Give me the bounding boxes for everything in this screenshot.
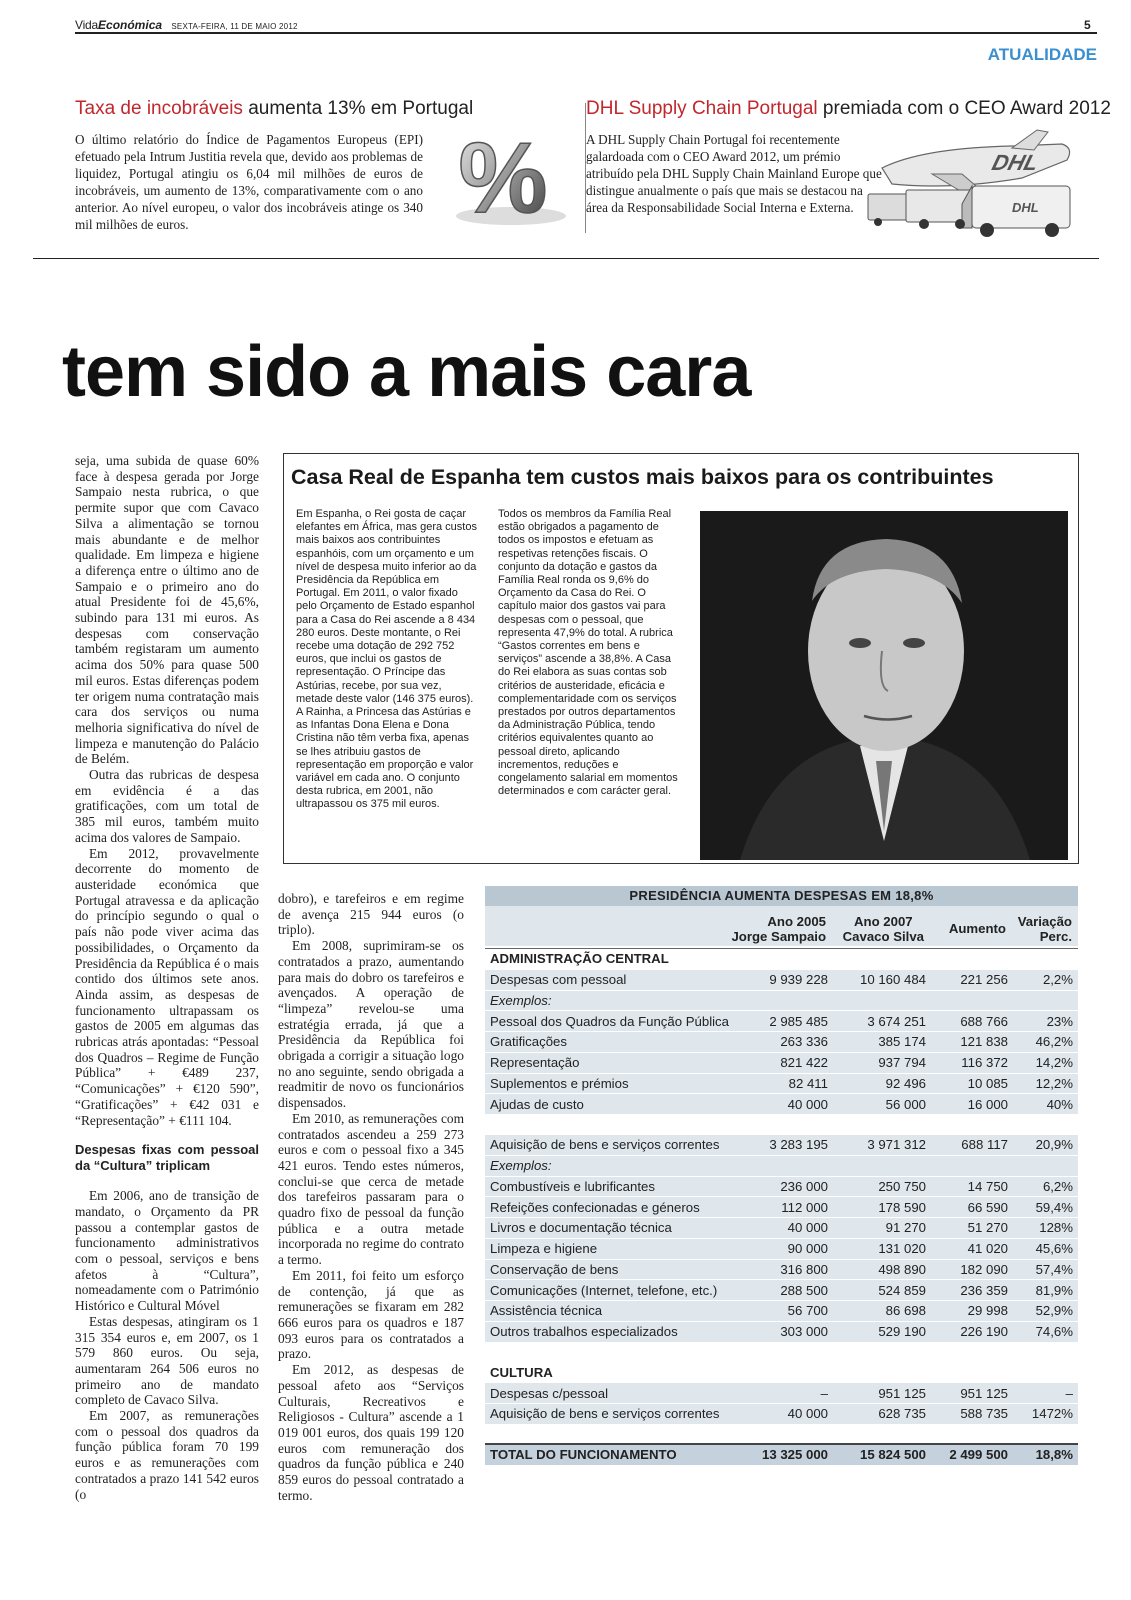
table-cell-label: TOTAL DO FUNCIONAMENTO xyxy=(485,1444,739,1465)
header-rule xyxy=(75,32,1097,34)
table-cell-label: Assistência técnica xyxy=(485,1301,739,1322)
table-cell-value: 688 766 xyxy=(931,1011,1013,1032)
article-paragraph: Estas despesas, atingiram os 1 315 354 euros e, em 2007, os 1 579 860 euros. Ou seja, aumentaram 264 506 euros no primeiro ano de mandato completo de Cavaco Silva. xyxy=(75,1313,259,1408)
article-paragraph: Outra das rubricas de despesa em evidência é a das gratificações, com um total de 385 mil euros, também muito acima dos valores de Sampaio. xyxy=(75,767,259,845)
main-headline: tem sido a mais cara xyxy=(62,332,751,412)
table-cell-value: – xyxy=(1013,1383,1078,1404)
table-row xyxy=(485,1052,1078,1073)
table-cell-value: 12,2% xyxy=(1013,1073,1078,1094)
table-cell-value xyxy=(833,1115,931,1135)
article-column-2 xyxy=(278,891,464,1503)
table-cell-value xyxy=(931,949,1013,970)
table-row xyxy=(485,1404,1078,1425)
table-cell-value: 59,4% xyxy=(1013,1197,1078,1218)
table-cell-value: 2 985 485 xyxy=(739,1011,833,1032)
table-row xyxy=(485,1218,1078,1239)
table-cell-label: Suplementos e prémios xyxy=(485,1073,739,1094)
table-cell-value xyxy=(931,1424,1013,1444)
table-header-col-variacao xyxy=(1018,914,1072,944)
table-cell-value: 51 270 xyxy=(931,1218,1013,1239)
table-cell-label: Outros trabalhos especializados xyxy=(485,1321,739,1342)
table-header-col-2005 xyxy=(731,914,826,944)
table-cell-value: 951 125 xyxy=(931,1383,1013,1404)
table-cell-value: 14 750 xyxy=(931,1176,1013,1197)
table-cell-value: 29 998 xyxy=(931,1301,1013,1322)
table-cell-value: 116 372 xyxy=(931,1052,1013,1073)
table-row xyxy=(485,1342,1078,1362)
article-paragraph: Em 2007, as remunerações com o pessoal dos quadros da função pública foram 70 199 euros e as remunerações com contratados a prazo 141 542 euros (o xyxy=(75,1408,259,1502)
table-cell-value: 86 698 xyxy=(833,1301,931,1322)
header-text: Perc. xyxy=(1039,929,1072,944)
table-row xyxy=(485,1383,1078,1404)
section-label: ATUALIDADE xyxy=(987,45,1097,64)
table-cell-value: 41 020 xyxy=(931,1238,1013,1259)
table-title: PRESIDÊNCIA AUMENTA DESPESAS EM 18,8% xyxy=(485,886,1078,906)
table-cell-label xyxy=(485,1115,739,1135)
table-cell-value xyxy=(1013,1115,1078,1135)
table-cell-value: 121 838 xyxy=(931,1032,1013,1053)
table-body-wrapper xyxy=(485,948,1078,1466)
king-portrait-photo xyxy=(700,511,1068,860)
table-cell-value: 57,4% xyxy=(1013,1259,1078,1280)
table-cell-value: 74,6% xyxy=(1013,1321,1078,1342)
table-cell-value: 6,2% xyxy=(1013,1176,1078,1197)
sidebar-column-1: Em Espanha, o Rei gosta de caçar elefantes em África, mas gera custos mais baixos aos contribuintes espanhóis, com um orçamento e um nível de despesa muito inferior ao da Presidência da República em Portugal. Em 2011, o valor fixado pelo Orçamento de Estado espanhol para a Casa do Rei ascende a 8 434 280 euros. Deste montante, o Rei recebe uma dotação de 292 752 euros, que inclui os gastos de representação. O Príncipe das Astúrias, recebe, por sua vez, metade deste valor (146 375 euros). A Rainha, a Princesa das Astúrias e as Infantas Dona Elena e Dona Cristina não têm verba fixa, apenas se lhes atribuiu gastos de representação em proporção e valor variável em cada ano. O conjunto desta rubrica, em 2001, não ultrapassou os 375 mil euros. xyxy=(296,508,477,811)
table-row xyxy=(485,1135,1078,1156)
table-cell-value: 226 190 xyxy=(931,1321,1013,1342)
table-cell-label: Exemplos: xyxy=(485,990,739,1011)
table-row xyxy=(485,1259,1078,1280)
table-cell-label: Aquisição de bens e serviços correntes xyxy=(485,1135,739,1156)
masthead xyxy=(75,18,298,32)
masthead-date: SEXTA-FEIRA, 11 DE MAIO 2012 xyxy=(171,22,298,31)
table-cell-value xyxy=(739,990,833,1011)
table-cell-value xyxy=(833,1342,931,1362)
table-cell-value: 524 859 xyxy=(833,1280,931,1301)
table-cell-label: Limpeza e higiene xyxy=(485,1238,739,1259)
table-cell-value xyxy=(1013,1342,1078,1362)
table-cell-value: 182 090 xyxy=(931,1259,1013,1280)
article-column-1 xyxy=(75,453,259,1502)
header-text: Cavaco Silva xyxy=(842,929,924,944)
table-cell-value xyxy=(833,949,931,970)
table-cell-value: 56 000 xyxy=(833,1094,931,1115)
article-paragraph: Em 2012, provavelmente decorrente do momento de austeridade económica que Portugal atravessa e da aplicação do princípio segundo o qual o país não pode viver acima das possibilidades, o Orçamento da Presidência da República é o mais contido dos últimos sete anos. Ainda assim, as despesas de funcionamento ultrapassam os gastos de 2005 em algumas das rubricas atrás apontadas: “Pessoal dos Quadros – Regime de Função Pública” + €489 237, “Comunicações” + €120 590”, “Gratificações” + €42 031 e “Representação” + €111 104. xyxy=(75,845,259,1128)
table-cell-value: 3 971 312 xyxy=(833,1135,931,1156)
article-paragraph: Em 2008, suprimiram-se os contratados a prazo, aumentando para mais do dobro os tarefeiros e avençados. A operação de “limpeza” revelou-se uma estratégia errada, já que a Presidência da República foi obrigada a corrigir a situação logo no ano seguinte, sendo obrigada a readmitir de novo os funcionários dispensados. xyxy=(278,938,464,1111)
table-cell-value: 40% xyxy=(1013,1094,1078,1115)
table-row xyxy=(485,1424,1078,1444)
table-row xyxy=(485,1011,1078,1032)
table-cell-value: 588 735 xyxy=(931,1404,1013,1425)
table-cell-value xyxy=(739,1342,833,1362)
table-cell-value xyxy=(931,1342,1013,1362)
table-cell-label: Livros e documentação técnica xyxy=(485,1218,739,1239)
table-cell-value: 10 085 xyxy=(931,1073,1013,1094)
table-cell-label: Refeições confecionadas e géneros xyxy=(485,1197,739,1218)
article-paragraph: seja, uma subida de quase 60% face à despesa gerada por Jorge Sampaio nesta rubrica, o que permite supor que com Cavaco Silva a alimentação se tornou mais abundante e de melhor qualidade. Em limpeza e higiene a diferença entre o último ano de Sampaio e o primeiro ano do atual Presidente foi de 45,6%, subindo para 131 mi euros. As despesas com conservação também registaram um aumento acima dos 50% para quase 500 mil euros. Estas diferenças podem ter origem numa contratação mais cara dos serviços ou numa melhoria significativa do nível de limpeza e manutenção do Palácio de Belém. xyxy=(75,453,259,767)
table-cell-value: 20,9% xyxy=(1013,1135,1078,1156)
table-cell-value: 303 000 xyxy=(739,1321,833,1342)
table-cell-label: Despesas com pessoal xyxy=(485,969,739,990)
table-cell-value: 91 270 xyxy=(833,1218,931,1239)
table-cell-label: Conservação de bens xyxy=(485,1259,739,1280)
brief-2-text: A DHL Supply Chain Portugal foi recentemente galardoada com o CEO Award 2012, um prémio atribuído pela DHL Supply Chain Mainland Europe que distingue anualmente o país que mais se destacou na área da Responsabilidade Social Interna e Externa. xyxy=(586,132,882,215)
table-cell-value: 14,2% xyxy=(1013,1052,1078,1073)
table-cell-value: 385 174 xyxy=(833,1032,931,1053)
dhl-logo: DHL xyxy=(989,150,1042,175)
brief-2-title-rest: premiada com o CEO Award 2012 xyxy=(817,98,1111,119)
article-paragraph: dobro), e tarefeiros e em regime de avença 215 944 euros (o triplo). xyxy=(278,891,464,938)
table-cell-value xyxy=(1013,949,1078,970)
table-cell-value: 221 256 xyxy=(931,969,1013,990)
table-cell-value xyxy=(931,1155,1013,1176)
masthead-brand-2: Económica xyxy=(98,18,163,32)
table-cell-value: 236 000 xyxy=(739,1176,833,1197)
table-cell-value xyxy=(833,1155,931,1176)
table-cell-value xyxy=(1013,1362,1078,1383)
table-row xyxy=(485,1155,1078,1176)
table-cell-value xyxy=(931,990,1013,1011)
table-cell-value: 3 283 195 xyxy=(739,1135,833,1156)
table-cell-label: Ajudas de custo xyxy=(485,1094,739,1115)
table-row xyxy=(485,1280,1078,1301)
table-cell-value: 498 890 xyxy=(833,1259,931,1280)
header-text: Ano 2007 xyxy=(853,914,913,929)
table-cell-value xyxy=(1013,1155,1078,1176)
table-cell-value: 46,2% xyxy=(1013,1032,1078,1053)
table-cell-value: 92 496 xyxy=(833,1073,931,1094)
expenses-table xyxy=(485,948,1078,1466)
table-cell-label: ADMINISTRAÇÃO CENTRAL xyxy=(485,949,739,970)
table-cell-value: 40 000 xyxy=(739,1218,833,1239)
table-cell-label xyxy=(485,1424,739,1444)
table-cell-label: Gratificações xyxy=(485,1032,739,1053)
table-cell-value: 9 939 228 xyxy=(739,969,833,990)
table-cell-value: 1472% xyxy=(1013,1404,1078,1425)
table-cell-value: 263 336 xyxy=(739,1032,833,1053)
table-cell-value xyxy=(833,990,931,1011)
table-cell-value: 40 000 xyxy=(739,1094,833,1115)
dhl-van-logo: DHL xyxy=(1012,200,1039,215)
table-row xyxy=(485,1238,1078,1259)
table-row xyxy=(485,969,1078,990)
table-cell-value: 2,2% xyxy=(1013,969,1078,990)
table-header-col-2007 xyxy=(843,914,924,944)
table-cell-value: 45,6% xyxy=(1013,1238,1078,1259)
table-cell-value: 81,9% xyxy=(1013,1280,1078,1301)
article-paragraph: Em 2011, foi feito um esforço de contenção, já que as remunerações se fixaram em 282 666 euros para os quadros e 187 093 euros para os contratados a prazo. xyxy=(278,1267,464,1362)
table-cell-value: 112 000 xyxy=(739,1197,833,1218)
article-paragraph: Em 2012, as despesas de pessoal afeto aos “Serviços Culturais, Recreativos e Religiosos - Cultura” ascende a 1 019 001 euros, dos quais 199 120 euros com remuneração dos quadros da função pública e 240 859 euros do pessoal contratado a termo. xyxy=(278,1362,464,1503)
table-cell-value: 688 117 xyxy=(931,1135,1013,1156)
table-cell-value: 82 411 xyxy=(739,1073,833,1094)
article-subhead: Despesas fixas com pessoal da “Cultura” triplicam xyxy=(75,1142,259,1174)
table-cell-value: 529 190 xyxy=(833,1321,931,1342)
brief-1-title-rest: aumenta 13% em Portugal xyxy=(242,98,474,119)
header-text: Variação xyxy=(1017,914,1072,929)
header-text: Jorge Sampaio xyxy=(731,929,826,944)
table-cell-value: 40 000 xyxy=(739,1404,833,1425)
table-cell-label: Aquisição de bens e serviços correntes xyxy=(485,1404,739,1425)
table-cell-value: 10 160 484 xyxy=(833,969,931,990)
table-row xyxy=(485,1094,1078,1115)
table-row xyxy=(485,1197,1078,1218)
brief-1-text: O último relatório do Índice de Pagamentos Europeus (EPI) efetuado pela Intrum Justitia revela que, devido aos problemas de liquidez, Portugal atingiu os 6,04 mil milhões de euros de incobráveis, um aumento de 13%, comparativamente com o ano anterior. Ao nível europeu, o valor dos incobráveis atinge os 340 mil milhões de euros. xyxy=(75,132,423,232)
table-cell-value xyxy=(833,1424,931,1444)
brief-1-title xyxy=(75,98,473,120)
table-cell-value: 23% xyxy=(1013,1011,1078,1032)
table-cell-value: 3 674 251 xyxy=(833,1011,931,1032)
table-row xyxy=(485,1115,1078,1135)
table-cell-label: CULTURA xyxy=(485,1362,739,1383)
table-cell-value xyxy=(739,949,833,970)
table-cell-value: 821 422 xyxy=(739,1052,833,1073)
section-rule xyxy=(33,258,1099,259)
table-cell-value: 250 750 xyxy=(833,1176,931,1197)
table-cell-label: Combustíveis e lubrificantes xyxy=(485,1176,739,1197)
table-header xyxy=(485,906,1078,946)
table-cell-value: 13 325 000 xyxy=(739,1444,833,1465)
table-header-col-aumento: Aumento xyxy=(948,921,1006,936)
sidebar-title: Casa Real de Espanha tem custos mais baixos para os contribuintes xyxy=(291,465,994,489)
table-cell-value: 628 735 xyxy=(833,1404,931,1425)
table-cell-value xyxy=(739,1424,833,1444)
page-number: 5 xyxy=(1084,18,1091,32)
table-cell-value: 90 000 xyxy=(739,1238,833,1259)
table-body xyxy=(485,949,1078,1466)
table-cell-label: Exemplos: xyxy=(485,1155,739,1176)
table-cell-value: 236 359 xyxy=(931,1280,1013,1301)
table-cell-label: Pessoal dos Quadros da Função Pública xyxy=(485,1011,739,1032)
table-cell-value xyxy=(931,1362,1013,1383)
table-cell-value xyxy=(739,1115,833,1135)
table-row xyxy=(485,949,1078,970)
table-cell-value: 178 590 xyxy=(833,1197,931,1218)
sidebar-column-2: Todos os membros da Família Real estão obrigados a pagamento de todos os impostos e efetuam as respetivas retenções fiscais. O conjunto da dotação e gastos da Família Real ronda os 9,6% do Orçamento da Casa do Rei. O capítulo maior dos gastos vai para despesas com o pessoal, que representa 47,9% do total. A rubrica “Gastos correntes em bens e serviços” ascende a 38,8%. A Casa do Rei elabora as suas contas sob critérios de austeridade, eficácia e complementaridade com os serviços prestados por outros departamentos da Administração Pública, tendo critérios equivalentes quanto ao pessoal direto, aplicando incrementos, reduções e congelamento salarial em momentos determinados e com carácter geral. xyxy=(498,508,678,798)
table-cell-label: Comunicações (Internet, telefone, etc.) xyxy=(485,1280,739,1301)
table-cell-value xyxy=(931,1115,1013,1135)
table-row xyxy=(485,1444,1078,1465)
table-cell-value: 288 500 xyxy=(739,1280,833,1301)
table-cell-value: 18,8% xyxy=(1013,1444,1078,1465)
table-row xyxy=(485,1032,1078,1053)
table-cell-value xyxy=(1013,990,1078,1011)
table-cell-value: 16 000 xyxy=(931,1094,1013,1115)
article-paragraph: Em 2010, as remunerações com contratados ascendeu a 259 273 euros e com o pessoal fixo a 345 421 euros. Tendo estes números, conclui-se que cerca de metade dos tarefeiros passaram para o quadro fixo de pessoal da função pública e a outra metade incorporada no regime do contrato a termo. xyxy=(278,1110,464,1268)
table-cell-value xyxy=(833,1362,931,1383)
masthead-brand-1: Vida xyxy=(75,18,99,32)
table-row xyxy=(485,990,1078,1011)
table-cell-value: 128% xyxy=(1013,1218,1078,1239)
table-row xyxy=(485,1073,1078,1094)
table-cell-value: 52,9% xyxy=(1013,1301,1078,1322)
table-cell-value: 316 800 xyxy=(739,1259,833,1280)
dhl-plane-trucks-image xyxy=(862,128,1078,240)
brief-2-title xyxy=(586,98,1111,120)
table-row xyxy=(485,1362,1078,1383)
percent-glyph: % xyxy=(458,128,548,228)
article-paragraph: Em 2006, ano de transição de mandato, o Orçamento da PR passou a contemplar gastos de funcionamento administrativos com o pessoal, serviços e bens afetos à “Cultura”, nomeadamente com o Património Histórico e Cultural Móvel xyxy=(75,1188,259,1314)
brief-1-title-highlight: Taxa de incobráveis xyxy=(75,98,243,119)
brief-2-title-highlight: DHL Supply Chain Portugal xyxy=(586,98,818,119)
table-cell-value: 131 020 xyxy=(833,1238,931,1259)
header-text: Ano 2005 xyxy=(767,914,826,929)
table-cell-value xyxy=(739,1155,833,1176)
table-cell-value xyxy=(739,1362,833,1383)
table-cell-label: Representação xyxy=(485,1052,739,1073)
table-row xyxy=(485,1176,1078,1197)
table-cell-value: 56 700 xyxy=(739,1301,833,1322)
table-row xyxy=(485,1301,1078,1322)
table-cell-value: 15 824 500 xyxy=(833,1444,931,1465)
table-cell-label: Despesas c/pessoal xyxy=(485,1383,739,1404)
table-cell-value: 937 794 xyxy=(833,1052,931,1073)
table-cell-value xyxy=(1013,1424,1078,1444)
table-cell-value: 951 125 xyxy=(833,1383,931,1404)
table-row xyxy=(485,1321,1078,1342)
table-cell-value: 66 590 xyxy=(931,1197,1013,1218)
table-cell-label xyxy=(485,1342,739,1362)
table-cell-value: – xyxy=(739,1383,833,1404)
percent-icon xyxy=(441,128,571,228)
table-cell-value: 2 499 500 xyxy=(931,1444,1013,1465)
